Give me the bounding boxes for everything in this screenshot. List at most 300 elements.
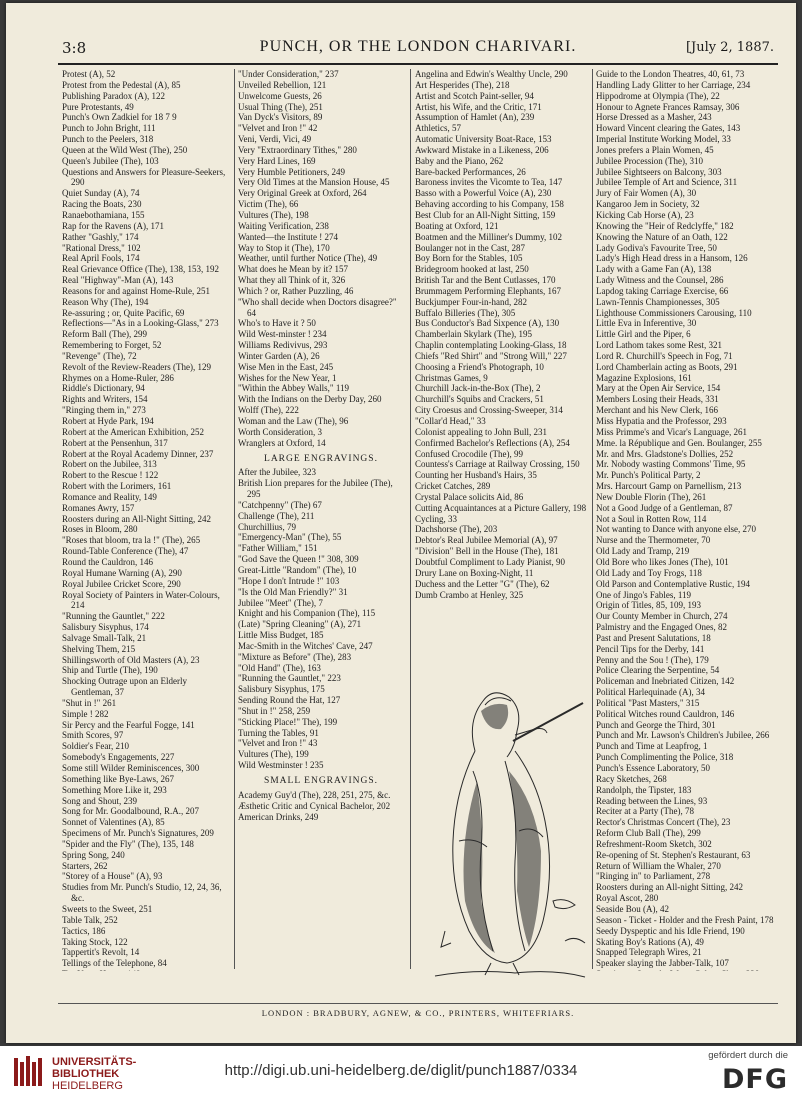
index-entry: Imperial Institute Working Model, 33 <box>596 134 731 145</box>
index-entry: Mrs. Harcourt Gamp on Parnellism, 213 <box>596 481 742 492</box>
index-entry: Wild Westminster ! 235 <box>238 760 324 771</box>
cartoon-illustration <box>415 601 593 983</box>
index-entry: Challenge (The), 211 <box>238 510 315 521</box>
index-entry: Buffalo Billeries (The), 305 <box>415 307 516 318</box>
index-entry: Salisbury Sisyphus, 174 <box>62 622 149 633</box>
index-entry: Behaving according to his Company, 158 <box>415 199 564 210</box>
index-entry: What does he Mean by it? 157 <box>238 264 348 275</box>
index-entry: Unwelcome Guests, 26 <box>238 90 322 101</box>
index-entry: Lighthouse Commissioners Carousing, 110 <box>596 307 752 318</box>
index-entry: Reflections—"As in a Looking-Glass," 273 <box>62 318 219 329</box>
index-entry: Kicking Cab Horse (A), 23 <box>596 209 694 220</box>
index-entry: With the Indians on the Derby Day, 260 <box>238 394 382 405</box>
index-entry: Political "Past Masters," 315 <box>596 697 700 708</box>
index-entry: "Hope I don't Intrude !" 103 <box>238 575 340 586</box>
index-entry: After the Jubilee, 323 <box>238 467 316 478</box>
index-entry: Season - Ticket - Holder and the Fresh Paint, 178 <box>596 914 774 925</box>
index-entry: Little Girl and the Piper, 6 <box>596 329 691 340</box>
index-list <box>238 69 404 449</box>
index-entry: Robert at Hyde Park, 194 <box>62 416 154 426</box>
index-entry: "Ringing in" to Parliament, 278 <box>596 871 711 882</box>
index-entry: Not a Soul in Rotten Row, 114 <box>596 513 707 524</box>
index-entry: Smith Scores, 97 <box>62 730 124 741</box>
index-entry: Bridegroom hooked at last, 250 <box>415 264 529 275</box>
index-entry: Lawn-Tennis Championesses, 305 <box>596 296 720 307</box>
index-entry: Athletics, 57 <box>415 123 461 134</box>
index-entry: "Emergency-Man" (The), 55 <box>238 532 342 543</box>
index-entry: Shocking Outrage upon an Elderly Gentleman, 37 <box>62 676 187 698</box>
index-entry: Robert on the Jubilee, 313 <box>62 459 157 470</box>
index-entry: Lord Chamberlain acting as Boots, 291 <box>596 361 738 372</box>
index-entry: Baroness invites the Vicomte to Tea, 147 <box>415 177 563 188</box>
index-entry: Buckjumper Four-in-hand, 282 <box>415 296 528 307</box>
index-entry: Protest from the Pedestal (A), 85 <box>62 79 181 90</box>
index-entry: Reform Club Ball (The), 299 <box>596 828 701 839</box>
index-entry: Table Talk, 252 <box>62 914 118 925</box>
index-entry: Horse Dressed as a Masher, 243 <box>596 112 712 123</box>
index-entry: Robert to the Rescue ! 122 <box>62 470 159 481</box>
index-entry: Roosters during an All-night Sitting, 242 <box>596 882 744 893</box>
index-entry: Colonist appealing to John Bull, 231 <box>415 426 547 437</box>
index-entry: Romance and Reality, 149 <box>62 491 157 502</box>
index-entry: Doubtful Compliment to Lady Pianist, 90 <box>415 556 565 567</box>
index-entry: "Rational Dress," 102 <box>62 242 141 253</box>
index-entry: Hippodrome at Olympia (The), 22 <box>596 90 720 101</box>
index-entry: Soldier's Fear, 210 <box>62 741 130 752</box>
index-entry: Mary at the Open Air Service, 154 <box>596 383 721 394</box>
permalink-url[interactable]: http://digi.ub.uni-heidelberg.de/diglit/punch1887/0334 <box>224 1062 578 1079</box>
index-entry: Knowing the Nature of an Oath, 122 <box>596 231 728 242</box>
index-entry: "Is the Old Man Friendly?" 31 <box>238 586 348 597</box>
index-entry: Very "Extraordinary Tithes," 280 <box>238 144 357 155</box>
index-entry: Academy Guy'd (The), 228, 251, 275, &c. <box>238 789 391 800</box>
index-entry: Specimens of Mr. Punch's Signatures, 209 <box>62 828 214 839</box>
index-entry: Wranglers at Oxford, 14 <box>238 437 326 448</box>
index-entry: Jubilee Sightseers on Balcony, 303 <box>596 166 722 177</box>
index-entry: Little Miss Budget, 185 <box>238 630 324 641</box>
index-entry: Miss Hypatia and the Professor, 293 <box>596 416 727 426</box>
index-entry: Penny and the Sou ! (The), 179 <box>596 654 709 665</box>
index-entry: Boy Born for the Stables, 105 <box>415 253 523 264</box>
index-entry: Reform Ball (The), 299 <box>62 329 147 340</box>
index-column-1 <box>62 69 230 971</box>
index-entry: Return of William the Whaler, 270 <box>596 860 721 871</box>
index-entry: Something like Bye-Laws, 267 <box>62 773 174 784</box>
index-entry: Duchess and the Letter "G" (The), 62 <box>415 578 550 589</box>
index-entry: Confirmed Bachelor's Reflections (A), 254 <box>415 437 570 448</box>
index-entry: "Spider and the Fly" (The), 135, 148 <box>62 838 194 849</box>
index-entry: Members Losing their Heads, 331 <box>596 394 719 405</box>
index-entry: Chiefs "Red Shirt" and "Strong Will," 227 <box>415 350 567 361</box>
index-entry: Ranaebothamiana, 155 <box>62 209 145 220</box>
index-entry: "Velvet and Iron !" 42 <box>238 123 318 134</box>
index-entry: "Shut in !" 258, 259 <box>238 705 311 716</box>
index-entry: Art Hesperides (The), 218 <box>415 79 510 90</box>
index-entry: Rector's Christmas Concert (The), 23 <box>596 817 731 828</box>
index-entry: Veni, Verdi, Vici, 49 <box>238 134 312 145</box>
index-entry: "Collar'd Head," 33 <box>415 416 486 426</box>
index-entry: "Storey of a House" (A), 93 <box>62 871 163 882</box>
index-entry: Old Parson and Contemplative Rustic, 194 <box>596 578 750 589</box>
masthead-title: PUNCH, OR THE LONDON CHARIVARI. <box>259 38 577 55</box>
index-entry: Who's to Have it ? 50 <box>238 318 316 329</box>
index-entry: Snapped Telegraph Wires, 21 <box>596 947 702 958</box>
index-entry: Howard Vincent clearing the Gates, 143 <box>596 123 741 134</box>
index-column-3 <box>415 69 589 601</box>
index-entry: Simple ! 282 <box>62 708 109 719</box>
index-entry: Royal Jubilee Cricket Score, 290 <box>62 578 181 589</box>
index-entry: Real "Highway"-Man (A), 143 <box>62 275 174 286</box>
library-name-line: HEIDELBERG <box>52 1080 123 1092</box>
index-entry: Some still Wilder Reminiscences, 300 <box>62 763 200 773</box>
index-entry: Sending Round the Hat, 127 <box>238 695 341 706</box>
index-entry: "Old Hand" (The), 163 <box>238 662 321 673</box>
index-entry: Merchant and his New Clerk, 166 <box>596 405 718 416</box>
index-entry: Wild West-minster ! 234 <box>238 329 327 340</box>
index-entry: Jubilee Procession (The), 310 <box>596 155 703 166</box>
index-entry: Song and Shout, 239 <box>62 795 138 806</box>
index-entry: Robert with the Lorimers, 161 <box>62 481 172 492</box>
index-entry: Wanted—the Institute ! 274 <box>238 231 339 242</box>
index-entry: Reading between the Lines, 93 <box>596 795 708 806</box>
index-entry: Punch's Own Zadkiel for 18 7 9 <box>62 112 177 123</box>
index-entry: Round-Table Conference (The), 47 <box>62 546 189 557</box>
index-entry: Lord Lathom takes some Rest, 321 <box>596 340 722 351</box>
index-entry: Mr. and Mrs. Gladstone's Dollies, 252 <box>596 448 734 459</box>
scanned-page <box>6 3 796 1043</box>
index-entry: Roosters during an All-Night Sitting, 242 <box>62 513 212 524</box>
index-entry: Seaside Bou (A), 42 <box>596 903 669 914</box>
index-entry: "Under Consideration," 237 <box>238 69 339 79</box>
index-entry: Chamberlain Skylark (The), 195 <box>415 329 532 340</box>
index-entry: Re-opening of St. Stephen's Restaurant, 63 <box>596 849 751 860</box>
index-entry: Dumb Crambo at Henley, 325 <box>415 589 524 600</box>
index-entry: Racy Sketches, 268 <box>596 773 667 784</box>
index-entry: Rather "Gashly," 174 <box>62 231 139 242</box>
index-entry: Woman and the Law (The), 96 <box>238 416 349 426</box>
index-entry: Victim (The), 66 <box>238 199 299 210</box>
index-entry: Royal Humane Warning (A), 290 <box>62 567 182 578</box>
index-column-4 <box>596 69 780 971</box>
index-entry: Rights and Writers, 154 <box>62 394 148 405</box>
index-entry: Churchillius, 79 <box>238 521 296 532</box>
index-entry: Song for Mr. Goodalbound, R.A., 207 <box>62 806 199 817</box>
index-entry: Taking Stock, 122 <box>62 936 128 947</box>
index-entry: Brummagem Performing Elephants, 167 <box>415 285 561 296</box>
index-entry: Queen's Jubilee (The), 103 <box>62 155 159 166</box>
index-entry: Wishes for the New Year, 1 <box>238 372 337 383</box>
index-entry: Punch and Time at Leapfrog, 1 <box>596 741 708 752</box>
index-entry: Very Humble Petitioners, 249 <box>238 166 345 177</box>
index-entry: Pencil Tips for the Derby, 141 <box>596 643 705 654</box>
index-entry: Very Hard Lines, 169 <box>238 155 316 166</box>
index-entry: Mme. la République and Gen. Boulanger, 255 <box>596 437 762 448</box>
index-entry: Punch to the Peelers, 318 <box>62 134 154 145</box>
index-entry: Salvage Small-Talk, 21 <box>62 632 147 643</box>
index-entry: Skating Boy's Rations (A), 49 <box>596 936 704 947</box>
index-entry: "Catchpenny" (The) 67 <box>238 499 322 510</box>
page-header <box>58 37 778 65</box>
index-entry: Jury of Fair Women (A), 30 <box>596 188 697 199</box>
index-entry: Knowing the "Heir of Redclyffe," 182 <box>596 220 734 231</box>
issue-date: [July 2, 1887. <box>685 40 774 55</box>
index-entry: Tappertit's Revolt, 14 <box>62 947 140 958</box>
index-entry: Shelving Them, 215 <box>62 643 136 654</box>
index-entry: Way to Stop it (The), 170 <box>238 242 330 253</box>
index-entry: Van Dyck's Visitors, 89 <box>238 112 323 123</box>
index-entry: Old Lady and Toy Frogs, 118 <box>596 567 702 578</box>
index-entry: Studies from Mr. Punch's Studio, 12, 24, 36, &c. <box>62 882 222 904</box>
index-entry: Racing the Boats, 230 <box>62 199 142 210</box>
index-entry: "Division" Bell in the House (The), 181 <box>415 546 559 557</box>
index-entry: Somebody's Engagements, 227 <box>62 752 175 763</box>
index-entry: Very Original Greek at Oxford, 264 <box>238 188 367 199</box>
index-entry: Lady with a Game Fan (A), 138 <box>596 264 712 275</box>
index-entry: Sweets to the Sweet, 251 <box>62 903 153 914</box>
index-entry: Countess's Carriage at Railway Crossing, 150 <box>415 459 580 470</box>
index-entry: Lady's High Head dress in a Hansom, 126 <box>596 253 748 264</box>
index-entry: Waiting Verification, 238 <box>238 220 329 231</box>
index-entry: Queen at the Wild West (The), 250 <box>62 144 188 155</box>
page-number: 3:8 <box>62 39 87 57</box>
index-entry <box>596 969 780 971</box>
index-entry: Mac-Smith in the Witches' Cave, 247 <box>238 640 373 651</box>
index-entry: Robert at the American Exhibition, 252 <box>62 426 204 437</box>
index-entry: Drury Lane on Boxing-Night, 11 <box>415 567 534 578</box>
index-entry: Assumption of Hamlet (An), 239 <box>415 112 535 123</box>
index-list <box>238 467 404 771</box>
index-entry: Punch's Essence Laboratory, 50 <box>596 763 711 773</box>
index-entry: Basso with a Powerful Voice (A), 230 <box>415 188 552 199</box>
index-entry: Past and Present Salutations, 18 <box>596 632 711 643</box>
index-entry: Little Eva in Inferentive, 30 <box>596 318 697 329</box>
index-entry: Lapdog taking Carriage Exercise, 66 <box>596 285 729 296</box>
index-entry: Questions and Answers for Pleasure-Seekers, 290 <box>62 166 226 188</box>
index-entry: Cricket Catches, 289 <box>415 481 491 492</box>
index-entry: "Velvet and Iron !" 43 <box>238 738 318 749</box>
index-entry: Lady Godiva's Favourite Tree, 50 <box>596 242 717 253</box>
index-entry: Not wanting to Dance with anyone else, 270 <box>596 524 756 535</box>
index-entry: Spring Song, 240 <box>62 849 125 860</box>
index-entry: "Within the Abbey Walls," 119 <box>238 383 350 394</box>
index-entry: Police Clearing the Serpentine, 54 <box>596 665 720 676</box>
index-entry: Vultures (The), 199 <box>238 749 309 760</box>
index-entry: Wolff (The), 222 <box>238 405 299 416</box>
index-entry: Punch and George the Third, 301 <box>596 719 716 730</box>
index-entry: Riddle's Dictionary, 94 <box>62 383 145 394</box>
index-entry: Round the Cauldron, 146 <box>62 556 153 567</box>
index-entry: Dachshorse (The), 203 <box>415 524 498 535</box>
library-name-line: BIBLIOTHEK <box>52 1068 120 1080</box>
index-entry: Reason Why (The), 194 <box>62 296 149 307</box>
index-entry: Awkward Mistake in a Likeness, 206 <box>415 144 549 155</box>
index-entry: Our County Member in Church, 274 <box>596 611 728 622</box>
index-entry: Pure Protestants, 49 <box>62 101 134 112</box>
index-entry: Mr. Punch's Political Party, 2 <box>596 470 701 481</box>
index-entry: Not a Good Judge of a Gentleman, 87 <box>596 502 733 513</box>
index-entry: Shillingsworth of Old Masters (A), 23 <box>62 654 200 665</box>
viewer-footer <box>0 1046 802 1098</box>
index-entry: Lord R. Churchill's Speech in Fog, 71 <box>596 350 733 361</box>
index-entry: Counting her Husband's Hairs, 35 <box>415 470 537 481</box>
index-entry: Vultures (The), 198 <box>238 209 309 220</box>
index-entry: Guide to the London Theatres, 40, 61, 73 <box>596 69 745 79</box>
index-entry: Weather, until further Notice (The), 49 <box>238 253 378 264</box>
index-entry: Quiet Sunday (A), 74 <box>62 188 140 199</box>
dfg-logo[interactable]: DFG <box>721 1064 788 1095</box>
index-entry: Cycling, 33 <box>415 513 457 524</box>
index-entry: Punch Complimenting the Police, 318 <box>596 752 734 763</box>
column-rule <box>410 69 411 969</box>
index-entry: One of Jingo's Fables, 119 <box>596 589 692 600</box>
index-entry: Williams Redivivus, 293 <box>238 340 328 351</box>
index-entry: Revolt of the Review-Readers (The), 129 <box>62 361 211 372</box>
index-entry: Knight and his Companion (The), 115 <box>238 608 376 619</box>
index-entry: Old Bore who likes Jones (The), 101 <box>596 556 729 567</box>
index-entry: Unveiled Rebellion, 121 <box>238 79 327 90</box>
index-entry: Nurse and the Thermometer, 70 <box>596 535 711 546</box>
index-entry: Crystal Palace solicits Aid, 86 <box>415 491 524 502</box>
index-entry: Artist and Scotch Paint-seller, 94 <box>415 90 534 101</box>
index-entry: Bare-backed Performances, 26 <box>415 166 526 177</box>
index-entry: British Lion prepares for the Jubilee (The), 295 <box>238 478 393 500</box>
index-entry: Remembering to Forget, 52 <box>62 340 162 351</box>
index-entry: Refreshment-Room Sketch, 302 <box>596 838 712 849</box>
index-entry: Reasons for and against Home-Rule, 251 <box>62 285 210 296</box>
index-entry: Angelina and Edwin's Wealthy Uncle, 290 <box>415 69 568 79</box>
index-entry: Honour to Agnete Frances Ramsay, 306 <box>596 101 740 112</box>
index-entry: Jubilee Temple of Art and Science, 311 <box>596 177 738 188</box>
index-entry: Boating at Oxford, 121 <box>415 220 499 231</box>
index-entry: Which ? or, Rather Puzzling, 46 <box>238 285 354 296</box>
index-entry: Churchill's Squibs and Crackers, 51 <box>415 394 544 405</box>
index-entry: Ship and Turtle (The), 190 <box>62 665 158 676</box>
index-entry: Kangaroo Jem in Society, 32 <box>596 199 700 210</box>
index-entry: Confused Crocodile (The), 99 <box>415 448 523 459</box>
column-rule <box>234 69 235 969</box>
index-entry: Romanes Awry, 157 <box>62 502 135 513</box>
index-entry: Punch to John Bright, 111 <box>62 123 156 134</box>
index-entry: Artist, his Wife, and the Critic, 171 <box>415 101 542 112</box>
index-entry: Starters, 262 <box>62 860 108 871</box>
index-entry: Æsthetic Critic and Cynical Bachelor, 202 <box>238 800 391 811</box>
index-entry: Christmas Games, 9 <box>415 372 488 383</box>
index-entry: Punch and Mr. Lawson's Children's Jubilee, 266 <box>596 730 770 741</box>
index-entry: Jubilee "Meet" (The), 7 <box>238 597 323 608</box>
index-entry: Automatic University Boat-Race, 153 <box>415 134 552 145</box>
index-entry: Chaplin contemplating Looking-Glass, 18 <box>415 340 567 351</box>
index-entry: "Who shall decide when Doctors disagree?" 64 <box>238 296 397 318</box>
index-entry: "Revenge" (The), 72 <box>62 350 137 361</box>
library-name-line: UNIVERSITÄTS- <box>52 1056 137 1068</box>
index-entry: (Late) "Spring Cleaning" (A), 271 <box>238 619 362 630</box>
section-heading-small-engravings: SMALL ENGRAVINGS. <box>263 776 379 786</box>
index-entry: Royal Society of Painters in Water-Colours, 214 <box>62 589 220 611</box>
index-entry: What they all Think of it, 326 <box>238 275 346 286</box>
index-entry: Real April Fools, 174 <box>62 253 140 264</box>
index-entry: Choosing a Friend's Photograph, 10 <box>415 361 544 372</box>
index-entry: Miss Primme's and Vicar's Language, 261 <box>596 426 748 437</box>
index-entry: Re-assuring ; or, Quite Pacific, 69 <box>62 307 185 318</box>
index-entry: Randolph, the Tipster, 183 <box>596 784 692 795</box>
index-column-2 <box>238 69 404 971</box>
index-entry: Best Club for an All-Night Sitting, 159 <box>415 209 556 220</box>
index-entry: "Roses that bloom, tra la !" (The), 265 <box>62 535 201 546</box>
index-entry: Tactics, 186 <box>62 925 106 936</box>
index-list <box>238 790 404 823</box>
index-entry: Mr. Nobody wasting Commons' Time, 95 <box>596 459 746 470</box>
index-entry: Rap for the Ravens (A), 171 <box>62 220 164 231</box>
index-entry: Reciter at a Party (The), 78 <box>596 806 694 817</box>
index-entry: Worth Consideration, 3 <box>238 426 323 437</box>
index-entry: Cutting Acquaintances at a Picture Gallery, 198 <box>415 502 587 513</box>
index-entry: Churchill Jack-in-the-Box (The), 2 <box>415 383 541 394</box>
index-entry: Political Harlequinade (A), 34 <box>596 687 705 698</box>
index-entry: Boatmen and the Milliner's Dummy, 102 <box>415 231 563 242</box>
index-entry: Real Grievance Office (The), 138, 153, 192 <box>62 264 220 275</box>
index-entry: Bus Conductor's Bad Sixpence (A), 130 <box>415 318 560 329</box>
index-entry: Palmistry and the Engaged Ones, 82 <box>596 622 727 633</box>
index-entry: "Mixture as Before" (The), 283 <box>238 651 352 662</box>
index-entry: Rhymes on a Home-Ruler, 286 <box>62 372 174 383</box>
index-entry: "Running the Gauntlet," 222 <box>62 611 165 622</box>
index-entry: Political Witches round Cauldron, 146 <box>596 708 735 719</box>
index-entry: Wise Men in the East, 245 <box>238 361 334 372</box>
index-entry: Sonnet of Valentines (A), 85 <box>62 817 165 828</box>
index-entry: Tellings of the Telephone, 84 <box>62 958 167 969</box>
index-entry: Robert at the Pensenhun, 317 <box>62 437 168 448</box>
index-entry: Very Old Times at the Mansion House, 45 <box>238 177 390 188</box>
index-entry: Usual Thing (The), 251 <box>238 101 323 112</box>
index-entry: Policeman and Inebriated Citizen, 142 <box>596 676 735 687</box>
index-entry: City Croesus and Crossing-Sweeper, 314 <box>415 405 563 416</box>
index-entry: "Sticking Place!" The), 199 <box>238 716 338 727</box>
index-entry: Publishing Paradox (A), 122 <box>62 90 165 101</box>
index-entry: American Drinks, 249 <box>238 811 319 822</box>
index-entry: Jones prefers a Plain Women, 45 <box>596 144 714 155</box>
index-entry: Something More Like it, 293 <box>62 784 167 795</box>
index-entry: "God Save the Queen !" 308, 309 <box>238 554 359 565</box>
index-entry: Salisbury Sisyphus, 175 <box>238 684 325 695</box>
index-entry: Handling Lady Glitter to her Carriage, 234 <box>596 79 751 90</box>
funder-note: gefördert durch die <box>708 1050 788 1061</box>
index-entry: "Father William," 151 <box>238 543 318 554</box>
index-entry: Magazine Explosions, 161 <box>596 372 692 383</box>
section-heading-large-engravings: LARGE ENGRAVINGS. <box>264 453 378 464</box>
index-entry: "Shut in !" 261 <box>62 697 117 708</box>
index-entry: Great-Little "Random" (The), 10 <box>238 564 357 575</box>
index-entry: Debtor's Real Jubilee Memorial (A), 97 <box>415 535 558 546</box>
printer-imprint: LONDON : BRADBURY, AGNEW, & CO., PRINTERS, WHITEFRIARS. <box>58 1003 778 1026</box>
index-entry: British Tar and the Bent Cutlasses, 170 <box>415 275 556 286</box>
index-entry <box>62 969 230 971</box>
index-entry: Sir Percy and the Fearful Fogge, 141 <box>62 719 195 730</box>
index-entry: Roses in Bloom, 280 <box>62 524 138 535</box>
index-entry: Origin of Titles, 85, 109, 193 <box>596 600 702 611</box>
index-entry: Robert at the Royal Academy Dinner, 237 <box>62 448 214 459</box>
index-entry: "Running the Gauntlet," 223 <box>238 673 341 684</box>
index-entry: Royal Ascot, 280 <box>596 893 659 904</box>
index-entry: "Ringing them in," 273 <box>62 405 146 416</box>
index-entry: Turning the Tables, 91 <box>238 727 319 738</box>
index-entry: Protest (A), 52 <box>62 69 116 79</box>
index-entry: Old Lady and Tramp, 219 <box>596 546 690 557</box>
index-entry: New Double Florin (The), 261 <box>596 491 707 502</box>
index-entry: Boulanger not in the Cast, 287 <box>415 242 525 253</box>
index-entry: Winter Garden (A), 26 <box>238 350 320 361</box>
index-entry: Lady Witness and the Counsel, 286 <box>596 275 724 286</box>
index-entry: Seedy Dyspeptic and his Idle Friend, 190 <box>596 925 745 936</box>
